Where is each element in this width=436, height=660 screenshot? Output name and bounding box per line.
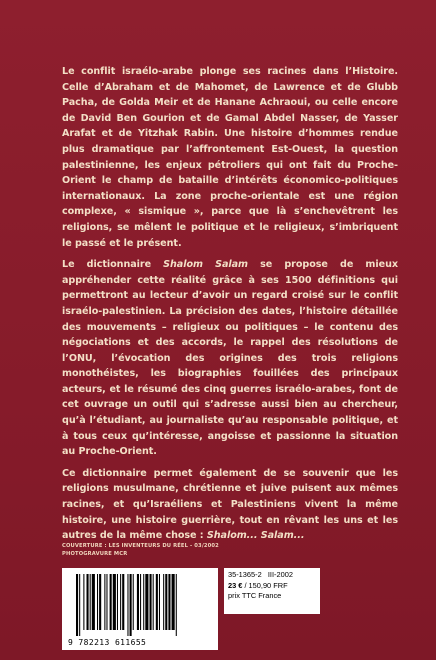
price-panel [224,568,320,614]
price-euro: 23 € [228,580,243,590]
catalog-code: 35-1365-2 [228,570,262,579]
p3-main: Ce dictionnaire permet également de se souvenir que les religions musulmane, chrétienne et juive puisent aux mêmes racines, et qu’Israéliens et Palestiniens vivent la même histoire, une histoire guerrière, tout en rêvant les uns et les autres de la même chose : [62,467,398,542]
catalog-row [228,570,316,581]
price-ttc-label: prix TTC France [228,591,282,600]
barcode-panel [62,568,218,650]
cover-credit-line: COUVERTURE : LES INVENTEURS DU RÉEL - 03/2002 [62,543,219,549]
print-date: III-2002 [267,570,293,579]
blurb-paragraph-3 [62,466,398,544]
barcode-digits: 9 782213 611655 [68,638,147,647]
p3-closing: Shalom... Salam... [206,530,305,542]
photogravure-credit-line: PHOTOGRAVURE MCR [62,551,128,557]
cover-credits [62,542,219,558]
price-row [228,581,316,592]
p2-rest: se propose de mieux appréhender cette réalité grâce à ses 1500 définitions qui permettront au lecteur d’avoir un regard croisé sur le conflit israélo-palestinien. La précision des dates, l’histoire détaillée des mouvements – religieux ou politiques – le contenu des négociations et des accords, le rappel des résolutions de l’ONU, l’évocation des origines des trois religions monothéistes, les biographies fouillées des principaux acteurs, et le résumé des cinq guerres israélo-arabes, font de cet ouvrage un outil qui s’adresse aussi bien au chercheur, qu’à l’étudiant, au journaliste qu’au responsable politique, et à tous ceux qu’intéresse, angoisse et passionne la situation au Proche-Orient. [62,259,398,458]
cover-blurb [62,64,398,550]
book-title: Shalom Salam [163,259,248,271]
blurb-paragraph-1: Le conflit israélo-arabe plonge ses racines dans l’Histoire. Celle d’Abraham et de Mahomet, de Lawrence et de Glubb Pacha, de Golda Meir et de Hanane Achraoui, ou celle encore de David Ben Gourion et de Gamal Abdel Nasser, de Yasser Arafat et de Yitzhak Rabin. Une histoire d’hommes rendue plus dramatique par l’affrontement Est-Ouest, la question palestinienne, les enjeux pétroliers qui ont fait du Proche-Orient le champ de bataille d’intérêts économico-politiques internationaux. La zone proche-orientale est une région complexe, « sismique », parce que là s’enchevêtrent les religions, se mêlent le politique et le religieux, s’imbriquent le passé et le présent. [62,66,398,249]
p2-prefix: Le dictionnaire [62,259,164,271]
price-frf: / 150,90 FRF [244,580,288,590]
barcode-icon [74,574,212,636]
blurb-paragraph-2 [62,257,398,460]
